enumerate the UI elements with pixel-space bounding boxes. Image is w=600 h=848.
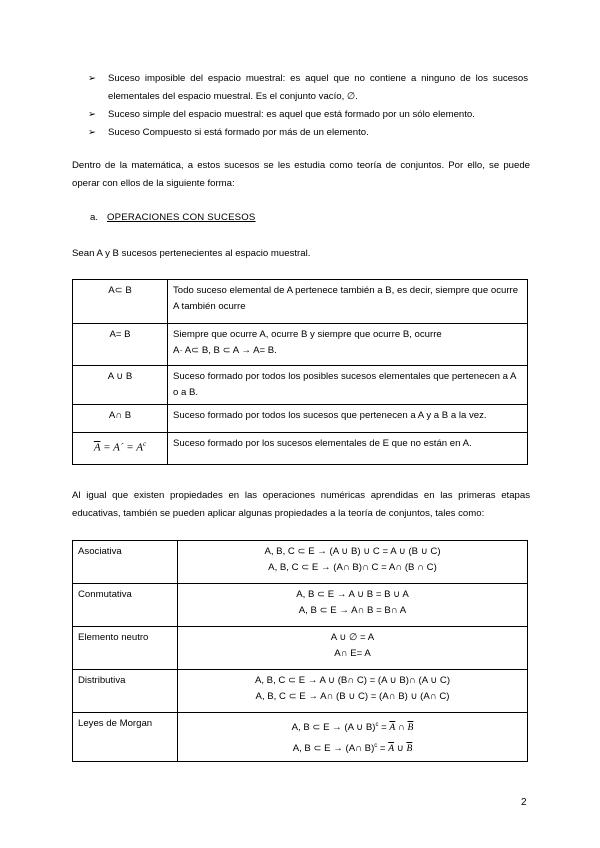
formula-line: A, B ⊂ E → A ∪ B = B ∪ A [296,589,409,600]
bullet-text: Suceso simple del espacio muestral: es aquel que está formado por un sólo elemento. [108,109,475,120]
table-row [73,627,528,670]
bullet-list [88,70,528,142]
bullet-text: Suceso imposible del espacio muestral: es aquel que no contiene a ninguno de los sucesos elementales del espacio muestral. Es el conjunto vacío, ∅. [108,73,528,102]
operation-description [168,280,528,324]
table-row [73,541,528,584]
complement-symbol [73,433,168,465]
description-line: Suceso formado por los sucesos elementales de E que no están en A. [173,438,472,449]
list-item [88,106,528,124]
property-formula [178,584,528,627]
list-item [88,124,528,142]
bullet-text: Suceso Compuesto si está formado por más de un elemento. [108,127,369,138]
description-line: Suceso formado por todos los posibles sucesos elementales que pertenecen a A o a B. [173,371,516,398]
property-name: Asociativa [73,541,178,584]
formula-line: A∩ E= A [334,648,371,659]
property-formula [178,670,528,713]
operation-description [168,405,528,433]
section-heading [90,210,256,226]
table-row [73,324,528,366]
sean-paragraph: Sean A y B sucesos pertenecientes al espacio muestral. [72,248,311,259]
description-line: Suceso formado por todos los sucesos que pertenecen a A y a B a la vez. [173,410,487,421]
arrow-bullet-icon: ➢ [88,127,97,138]
formula-line: A, B, C ⊂ E → (A∩ B)∩ C = A∩ (B ∩ C) [268,562,437,573]
property-name: Conmutativa [73,584,178,627]
table-row [73,670,528,713]
operation-description [168,324,528,366]
formula-line: A, B, C ⊂ E → (A ∪ B) ∪ C = A ∪ (B ∪ C) [264,546,441,557]
page-number: 2 [521,797,527,808]
table-row [73,405,528,433]
property-formula [178,627,528,670]
property-formula [178,713,528,762]
table-row [73,584,528,627]
operation-symbol: A= B [73,324,168,366]
table-row [73,280,528,324]
operation-description [168,366,528,405]
properties-table [72,540,528,762]
property-name: Distributiva [73,670,178,713]
description-line: Todo suceso elemental de A pertenece también a B, es decir, siempre que ocurre A también ocurre [173,285,519,312]
operation-symbol: A∩ B [73,405,168,433]
intro-paragraph: Dentro de la matemática, a estos sucesos se les estudia como teoría de conjuntos. Por ello, se puede operar con ellos de la siguiente forma: [72,160,530,189]
description-line: A· A⊂ B, B ⊂ A → A= B. [173,345,277,356]
formula-line: A, B, C ⊂ E → A∩ (B ∪ C) = (A∩ B) ∪ (A∩ C) [255,691,450,702]
arrow-bullet-icon: ➢ [88,109,97,120]
table-row [73,433,528,465]
operation-symbol: A⊂ B [73,280,168,324]
formula-line: A, B ⊂ E → (A ∪ $B)^c = \overline{A}$ ∩ $\overline{B}$ [291,722,414,734]
operation-symbol: A ∪ B [73,366,168,405]
complement-formula: $\overline{A}$ = A´ = $A^c$ [93,440,147,454]
list-item [88,70,528,106]
formula-line: A, B, C ⊂ E → A ∪ (B∩ C) = (A ∪ B)∩ (A ∪ C) [254,675,451,686]
properties-intro-paragraph: Al igual que existen propiedades en las operaciones numéricas aprendidas en las primeras etapas educativas, también se pueden aplicar algunas propiedades a la teoría de conjuntos, tales como: [72,490,530,519]
table-row [73,366,528,405]
section-title: OPERACIONES CON SUCESOS [107,212,256,223]
table-row [73,713,528,762]
operations-table [72,279,528,465]
description-line: Siempre que ocurre A, ocurre B y siempre que ocurre B, ocurre [173,329,442,340]
section-number: a. [90,212,99,223]
property-name: Leyes de Morgan [73,713,178,762]
property-formula [178,541,528,584]
property-name: Elemento neutro [73,627,178,670]
operation-description [168,433,528,465]
formula-line: A ∪ ∅ = A [330,632,375,643]
formula-line: A, B ⊂ E → (A∩ $B)^c = \overline{A}$ ∪ $\overline{B}$ [292,743,413,755]
arrow-bullet-icon: ➢ [88,73,97,84]
formula-line: A, B ⊂ E → A∩ B = B∩ A [298,605,407,616]
